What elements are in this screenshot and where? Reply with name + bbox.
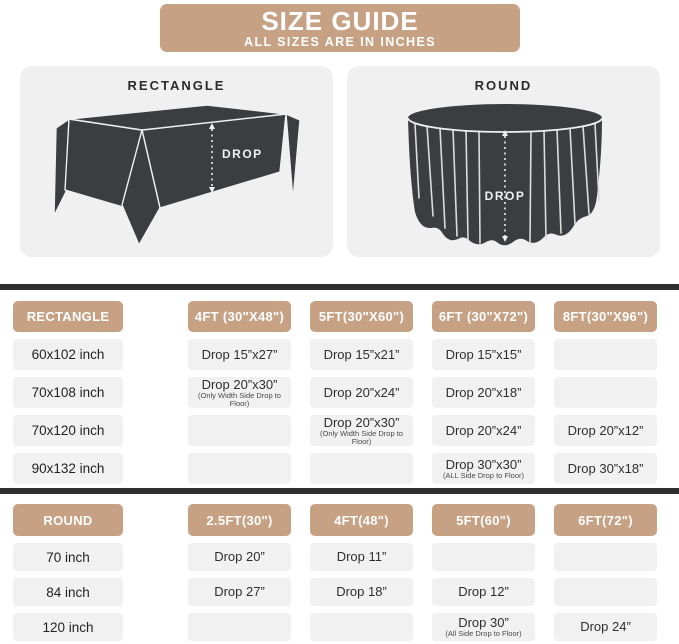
cloth-east-drape [286,114,300,200]
page-subtitle: ALL SIZES ARE IN INCHES [244,35,436,49]
size-cell: Drop 20”x24” [432,415,535,446]
size-cell: Drop 20”x24” [310,377,413,408]
rectangle-panel-title: RECTANGLE [127,78,226,93]
size-cell [188,453,291,484]
rectangle-size-table [13,301,657,484]
size-cell: Drop 30”x18” [554,453,657,484]
round-panel-title: ROUND [474,78,533,93]
row-label: 70x120 inch [13,415,123,446]
column-header-4ft: 4FT (30"X48") [188,301,291,332]
size-cell [432,543,535,571]
size-cell [554,543,657,571]
size-cell: Drop 20”x30” (Only Width Side Drop to Floor) [310,415,413,446]
size-cell: Drop 20” [188,543,291,571]
column-header-4ft: 4FT(48") [310,504,413,536]
round-table-label: ROUND [13,504,123,536]
size-cell [188,415,291,446]
size-cell: Drop 11” [310,543,413,571]
size-cell [554,377,657,408]
column-header-6ft: 6FT(72") [554,504,657,536]
size-guide-header [160,4,520,52]
section-divider [0,488,679,494]
column-header-6ft: 6FT (30"X72") [432,301,535,332]
size-cell [554,339,657,370]
row-label: 90x132 inch [13,453,123,484]
size-cell: Drop 24” [554,613,657,641]
row-label: 60x102 inch [13,339,123,370]
round-tablecloth-illustration [347,66,660,257]
size-cell: Drop 30”x30” (ALL Side Drop to Floor) [432,453,535,484]
size-cell: Drop 15”x27” [188,339,291,370]
round-size-table [13,504,657,641]
section-divider [0,284,679,290]
round-illustration-panel [347,66,660,257]
row-label: 84 inch [13,578,123,606]
size-cell: Drop 20”x30” (Only Width Side Drop to Floor) [188,377,291,408]
size-cell: Drop 20”x12” [554,415,657,446]
rectangle-illustration-panel [20,66,333,257]
page-title: SIZE GUIDE [261,6,419,36]
drop-label: DROP [222,147,263,161]
column-header-8ft: 8FT(30"X96") [554,301,657,332]
size-cell [310,453,413,484]
size-cell: Drop 30” (All Side Drop to Floor) [432,613,535,641]
column-header-5ft: 5FT(30"X60") [310,301,413,332]
size-cell: Drop 20”x18” [432,377,535,408]
drop-label: DROP [484,189,526,203]
size-cell: Drop 15”x15” [432,339,535,370]
size-cell: Drop 12” [432,578,535,606]
size-cell: Drop 15”x21” [310,339,413,370]
column-header-5ft: 5FT(60") [432,504,535,536]
size-cell [554,578,657,606]
size-cell [310,613,413,641]
size-cell [188,613,291,641]
row-label: 120 inch [13,613,123,641]
rectangle-tablecloth-illustration [20,66,333,257]
row-label: 70x108 inch [13,377,123,408]
row-label: 70 inch [13,543,123,571]
rectangle-table-label: RECTANGLE [13,301,123,332]
size-cell: Drop 27” [188,578,291,606]
column-header-2-5ft: 2.5FT(30") [188,504,291,536]
size-cell: Drop 18” [310,578,413,606]
